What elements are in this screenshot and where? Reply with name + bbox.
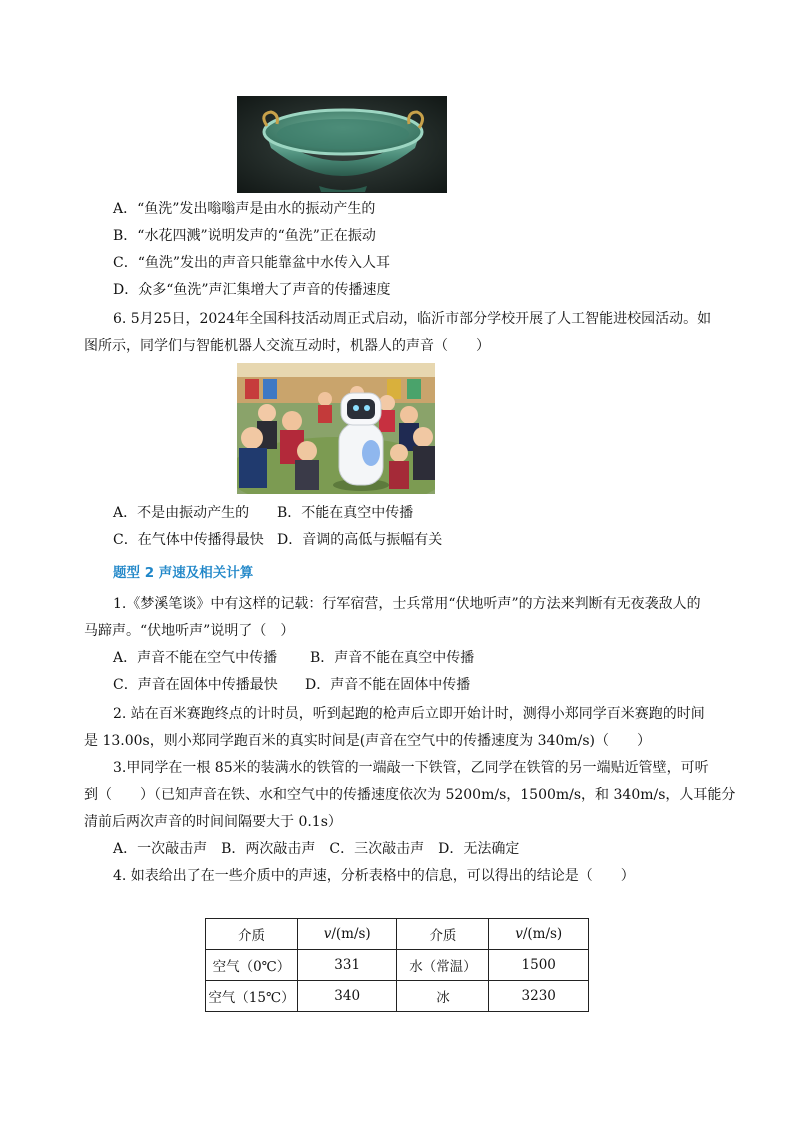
speed-unit-1: /(m/s) — [331, 926, 371, 942]
header-speed-2 — [489, 919, 589, 950]
q1-line-1: 1.《梦溪笔谈》中有这样的记载：行军宿营，士兵常用“伏地听声”的方法来判断有无夜袭敌人的 — [113, 596, 701, 612]
table-row — [206, 981, 589, 1012]
section-heading: 题型 2 声速及相关计算 — [113, 565, 254, 581]
q3-line-2: 到（ ）（已知声音在铁、水和空气中的传播速度依次为 5200m/s，1500m/s，和 340m/s，人耳能分 — [84, 787, 736, 803]
q1-option-b: B．声音不能在真空中传播 — [310, 650, 475, 666]
q1-option-c: C．声音在固体中传播最快 — [113, 677, 278, 693]
q6-option-d: D．音调的高低与振幅有关 — [277, 532, 443, 548]
q5-option-c: C．“鱼洗”发出的声音只能靠盆中水传入人耳 — [113, 255, 391, 271]
header-medium-2: 介质 — [397, 919, 489, 950]
q4-line-1: 4. 如表给出了在一些介质中的声速，分析表格中的信息，可以得出的结论是（ ） — [113, 868, 635, 884]
q3-options: A．一次敲击声 B．两次敲击声 C．三次敲击声 D．无法确定 — [113, 841, 520, 857]
cell-medium: 水（常温） — [397, 950, 489, 981]
cell-speed: 1500 — [489, 950, 589, 981]
q2-line-2: 是 13.00s，则小郑同学跑百米的真实时间是(声音在空气中的传播速度为 340m/s)（ ） — [84, 733, 651, 749]
cell-medium: 空气（15℃） — [206, 981, 298, 1012]
speed-unit-2: /(m/s) — [522, 926, 563, 942]
speed-var-1: v — [323, 926, 332, 942]
cell-speed: 340 — [297, 981, 397, 1012]
q3-line-1: 3.甲同学在一根 85米的装满水的铁管的一端敲一下铁管，乙同学在铁管的另一端贴近管壁，可听 — [113, 760, 709, 776]
q5-option-d: D．众多“鱼洗”声汇集增大了声音的传播速度 — [113, 282, 391, 298]
q3-line-3: 清前后两次声音的时间间隔要大于 0.1s） — [84, 814, 342, 830]
speed-var-2: v — [515, 926, 523, 942]
q2-line-1: 2. 站在百米赛跑终点的计时员，听到起跑的枪声后立即开始计时，测得小郑同学百米赛跑的时间 — [113, 706, 705, 722]
cell-speed: 3230 — [489, 981, 589, 1012]
q6-option-b: B．不能在真空中传播 — [277, 505, 414, 521]
sound-speed-table — [205, 918, 589, 1012]
q1-option-d: D．声音不能在固体中传播 — [305, 677, 471, 693]
fish-basin-photo — [237, 96, 447, 193]
q1-line-2: 马蹄声。“伏地听声”说明了（ ） — [84, 623, 295, 639]
cell-speed: 331 — [297, 950, 397, 981]
q6-option-a: A．不是由振动产生的 — [113, 505, 250, 521]
table-row — [206, 950, 589, 981]
q1-option-a: A．声音不能在空气中传播 — [113, 650, 278, 666]
robot-figure — [333, 393, 389, 491]
cell-medium: 冰 — [397, 981, 489, 1012]
cell-medium: 空气（0℃） — [206, 950, 298, 981]
header-speed-1 — [297, 919, 397, 950]
q6-option-c: C．在气体中传播得最快 — [113, 532, 264, 548]
robot-classroom-photo — [237, 363, 435, 494]
header-medium-1: 介质 — [206, 919, 298, 950]
q5-option-b: B．“水花四溅”说明发声的“鱼洗”正在振动 — [113, 228, 376, 244]
fish-basin-image — [237, 96, 447, 193]
q6-line-2: 图所示，同学们与智能机器人交流互动时，机器人的声音（ ） — [84, 338, 490, 354]
q6-line-1: 6. 5月25日，2024年全国科技活动周正式启动，临沂市部分学校开展了人工智能进校园活动。如 — [113, 311, 712, 327]
robot-classroom-image — [237, 363, 435, 494]
table-header-row — [206, 919, 589, 950]
q5-option-a: A．“鱼洗”发出嗡嗡声是由水的振动产生的 — [113, 201, 376, 217]
